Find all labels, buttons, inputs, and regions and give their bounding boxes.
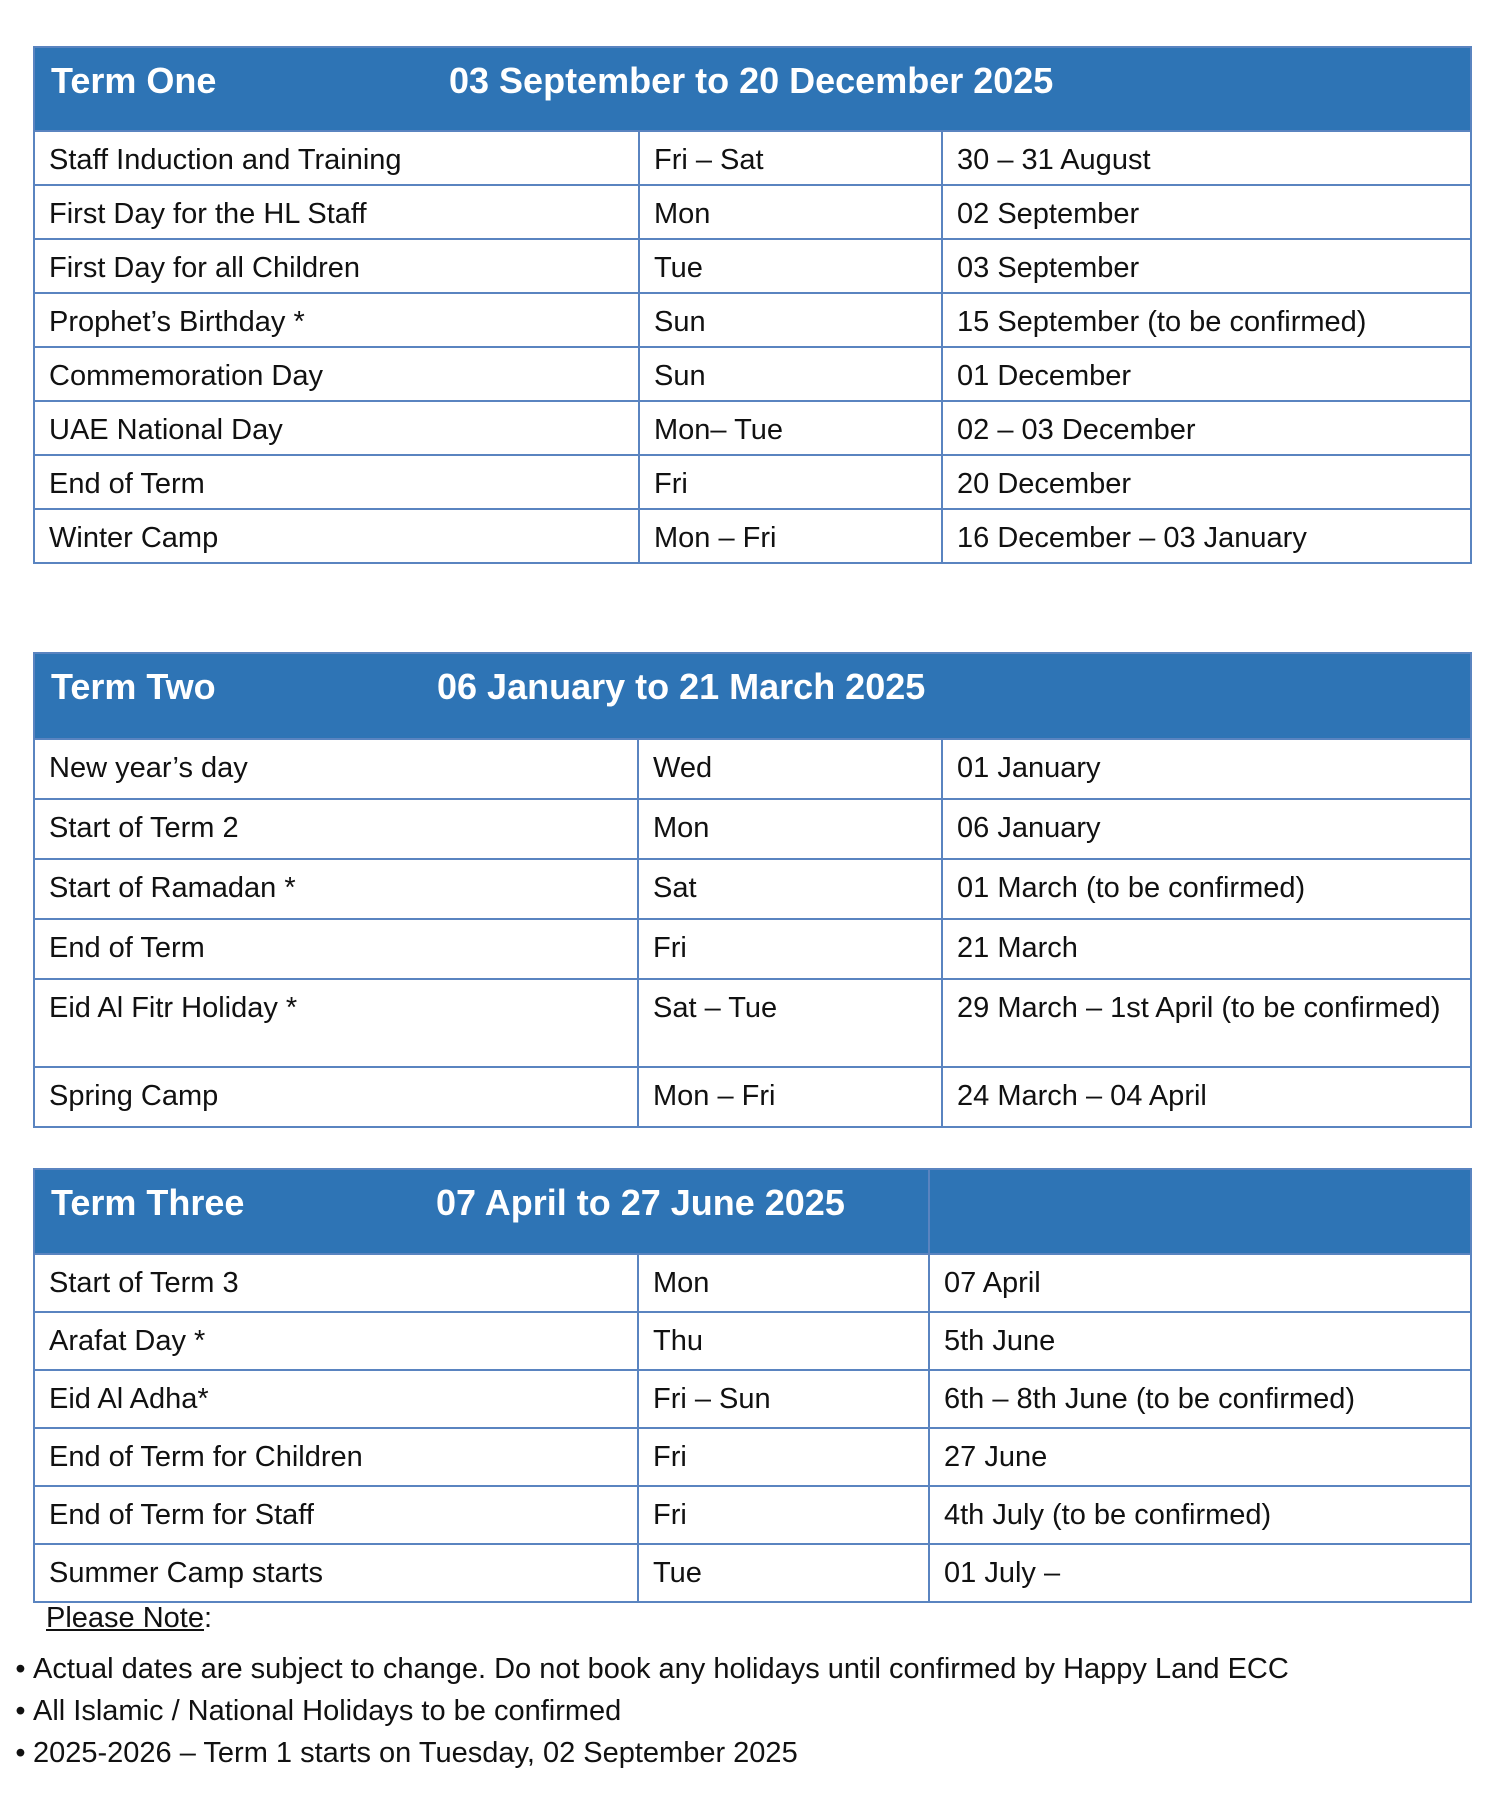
table-row [34,131,1471,185]
event-cell: End of Term [34,455,639,509]
date-cell: 07 April [929,1254,1471,1312]
day-cell: Thu [638,1312,929,1370]
table-row [34,239,1471,293]
table-row [34,1486,1471,1544]
term-three-header [34,1169,1471,1254]
day-cell: Fri [638,919,942,979]
term-one-table [33,46,1472,564]
event-cell: Start of Term 2 [34,799,638,859]
day-cell: Fri [639,455,942,509]
table-row [34,1428,1471,1486]
date-cell: 01 March (to be confirmed) [942,859,1471,919]
date-cell: 21 March [942,919,1471,979]
term-three-table [33,1168,1472,1603]
bullet-icon: • [15,1737,26,1769]
day-cell: Mon– Tue [639,401,942,455]
term-one-title: Term One [51,60,217,101]
date-cell: 27 June [929,1428,1471,1486]
event-cell: End of Term for Children [34,1428,638,1486]
day-cell: Tue [639,239,942,293]
table-row [34,1544,1471,1602]
event-cell: Commemoration Day [34,347,639,401]
day-cell: Sun [639,347,942,401]
date-cell: 16 December – 03 January [942,509,1471,563]
day-cell: Sun [639,293,942,347]
table-row [34,1254,1471,1312]
event-cell: First Day for all Children [34,239,639,293]
date-cell: 4th July (to be confirmed) [929,1486,1471,1544]
table-row [34,185,1471,239]
term-three-date-range: 07 April to 27 June 2025 [436,1182,845,1223]
please-note-colon: : [204,1602,213,1634]
table-row [34,293,1471,347]
event-cell: New year’s day [34,739,638,799]
term-one-header-cell [34,47,1471,131]
term-three-header-empty-cell [929,1169,1471,1254]
note-text: Actual dates are subject to change. Do not book any holidays until confirmed by Happy Land ECC [33,1653,1289,1685]
term-one-header [34,47,1471,131]
event-cell: Prophet’s Birthday * [34,293,639,347]
term-three-title: Term Three [51,1182,245,1223]
day-cell: Mon [639,185,942,239]
day-cell: Mon [638,1254,929,1312]
date-cell: 06 January [942,799,1471,859]
date-cell: 01 December [942,347,1471,401]
table-row [34,1067,1471,1127]
event-cell: Start of Ramadan * [34,859,638,919]
term-one-date-range: 03 September to 20 December 2025 [449,60,1054,101]
term-two-title: Term Two [51,666,216,707]
table-row [34,401,1471,455]
day-cell: Wed [638,739,942,799]
bullet-icon: • [15,1653,26,1685]
date-cell: 20 December [942,455,1471,509]
date-cell: 02 – 03 December [942,401,1471,455]
date-cell: 5th June [929,1312,1471,1370]
event-cell: Arafat Day * [34,1312,638,1370]
bullet-icon: • [15,1695,26,1727]
table-row [34,859,1471,919]
day-cell: Sat [638,859,942,919]
event-cell: Eid Al Adha* [34,1370,638,1428]
event-cell: Winter Camp [34,509,639,563]
event-cell: Staff Induction and Training [34,131,639,185]
event-cell: First Day for the HL Staff [34,185,639,239]
term-two-date-range: 06 January to 21 March 2025 [437,666,926,707]
date-cell: 03 September [942,239,1471,293]
term-two-header [34,653,1471,739]
event-cell: Spring Camp [34,1067,638,1127]
date-cell: 15 September (to be confirmed) [942,293,1471,347]
table-row [34,347,1471,401]
date-cell: 01 January [942,739,1471,799]
term-two-table [33,652,1472,1128]
notes-list [8,1648,1289,1774]
day-cell: Mon – Fri [639,509,942,563]
day-cell: Tue [638,1544,929,1602]
day-cell: Mon – Fri [638,1067,942,1127]
table-row [34,455,1471,509]
table-row [34,739,1471,799]
day-cell: Sat – Tue [638,979,942,1067]
term-three-header-cell [34,1169,929,1254]
date-cell: 29 March – 1st April (to be confirmed) [942,979,1471,1067]
event-cell: Eid Al Fitr Holiday * [34,979,638,1067]
event-cell: UAE National Day [34,401,639,455]
table-row [34,1312,1471,1370]
date-cell: 24 March – 04 April [942,1067,1471,1127]
table-row [34,799,1471,859]
list-item [8,1732,1289,1774]
term-two-header-cell [34,653,1471,739]
date-cell: 30 – 31 August [942,131,1471,185]
please-note-label: Please Note [46,1602,204,1634]
note-text: All Islamic / National Holidays to be confirmed [33,1695,622,1727]
table-row [34,919,1471,979]
table-row [34,979,1471,1067]
event-cell: End of Term for Staff [34,1486,638,1544]
date-cell: 6th – 8th June (to be confirmed) [929,1370,1471,1428]
day-cell: Fri [638,1486,929,1544]
table-row [34,509,1471,563]
note-text: 2025-2026 – Term 1 starts on Tuesday, 02 September 2025 [33,1737,798,1769]
table-row [34,1370,1471,1428]
please-note-heading [46,1602,212,1635]
event-cell: Start of Term 3 [34,1254,638,1312]
day-cell: Fri [638,1428,929,1486]
day-cell: Fri – Sat [639,131,942,185]
date-cell: 02 September [942,185,1471,239]
day-cell: Fri – Sun [638,1370,929,1428]
date-cell: 01 July – [929,1544,1471,1602]
day-cell: Mon [638,799,942,859]
event-cell: Summer Camp starts [34,1544,638,1602]
event-cell: End of Term [34,919,638,979]
list-item [8,1648,1289,1690]
list-item [8,1690,1289,1732]
